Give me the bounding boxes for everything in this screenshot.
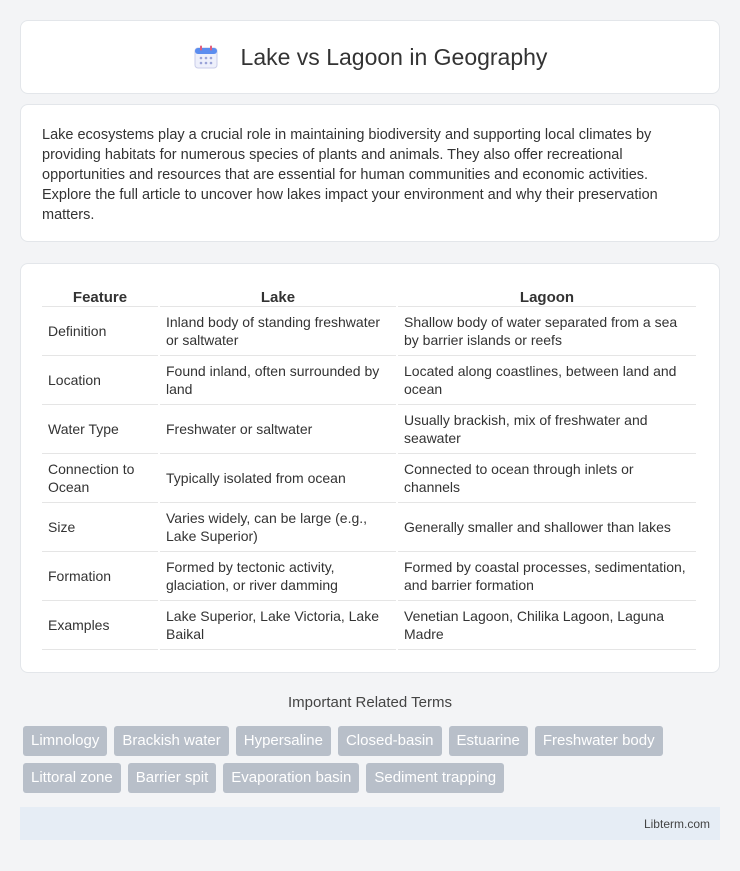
related-terms-title: Important Related Terms <box>288 694 452 711</box>
feature-cell: Definition <box>42 307 158 356</box>
table-row <box>42 454 696 503</box>
lagoon-cell: Located along coastlines, between land and ocean <box>398 356 696 405</box>
table-header-row <box>42 285 696 307</box>
comparison-table-card <box>20 263 720 673</box>
calendar-icon <box>193 44 219 70</box>
feature-cell: Size <box>42 503 158 552</box>
lagoon-cell: Shallow body of water separated from a sea by barrier islands or reefs <box>398 307 696 356</box>
term-tag[interactable]: Hypersaline <box>236 726 331 756</box>
footer-site-link[interactable]: Libterm.com <box>643 816 710 831</box>
table-row <box>42 552 696 601</box>
term-tag[interactable]: Evaporation basin <box>223 763 359 793</box>
term-tag[interactable]: Barrier spit <box>128 763 217 793</box>
column-header-feature: Feature <box>42 285 158 307</box>
term-tag[interactable]: Closed-basin <box>338 726 442 756</box>
lagoon-cell: Formed by coastal processes, sedimentation, and barrier formation <box>398 552 696 601</box>
feature-cell: Connection to Ocean <box>42 454 158 503</box>
table-row <box>42 356 696 405</box>
lake-cell: Typically isolated from ocean <box>160 454 396 503</box>
lagoon-cell: Connected to ocean through inlets or channels <box>398 454 696 503</box>
column-header-lagoon: Lagoon <box>398 285 696 307</box>
comparison-table <box>40 285 698 650</box>
lake-cell: Inland body of standing freshwater or saltwater <box>160 307 396 356</box>
term-tag[interactable]: Brackish water <box>114 726 228 756</box>
lagoon-cell: Generally smaller and shallower than lakes <box>398 503 696 552</box>
table-row <box>42 405 696 454</box>
feature-cell: Water Type <box>42 405 158 454</box>
term-tag[interactable]: Littoral zone <box>23 763 121 793</box>
feature-cell: Formation <box>42 552 158 601</box>
term-tag[interactable]: Freshwater body <box>535 726 663 756</box>
lagoon-cell: Usually brackish, mix of freshwater and seawater <box>398 405 696 454</box>
lake-cell: Varies widely, can be large (e.g., Lake Superior) <box>160 503 396 552</box>
feature-cell: Examples <box>42 601 158 650</box>
lake-cell: Found inland, often surrounded by land <box>160 356 396 405</box>
lake-cell: Formed by tectonic activity, glaciation, or river damming <box>160 552 396 601</box>
header-card <box>20 20 720 94</box>
column-header-lake: Lake <box>160 285 396 307</box>
table-row <box>42 503 696 552</box>
footer <box>20 807 720 840</box>
term-tag[interactable]: Estuarine <box>449 726 528 756</box>
term-tag[interactable]: Limnology <box>23 726 107 756</box>
lake-cell: Freshwater or saltwater <box>160 405 396 454</box>
feature-cell: Location <box>42 356 158 405</box>
table-row <box>42 307 696 356</box>
intro-text: Lake ecosystems play a crucial role in maintaining biodiversity and supporting local climates by providing habitats for numerous species of plants and animals. They also offer recreational opportunities and resources that are essential for human communities and economic activities. Explore the full article to uncover how lakes impact your environment and why their preservation matters. <box>42 127 658 223</box>
related-terms-list <box>23 726 723 793</box>
lake-cell: Lake Superior, Lake Victoria, Lake Baikal <box>160 601 396 650</box>
page-title: Lake vs Lagoon in Geography <box>240 43 548 70</box>
table-row <box>42 601 696 650</box>
intro-card <box>20 104 720 242</box>
term-tag[interactable]: Sediment trapping <box>366 763 504 793</box>
lagoon-cell: Venetian Lagoon, Chilika Lagoon, Laguna Madre <box>398 601 696 650</box>
